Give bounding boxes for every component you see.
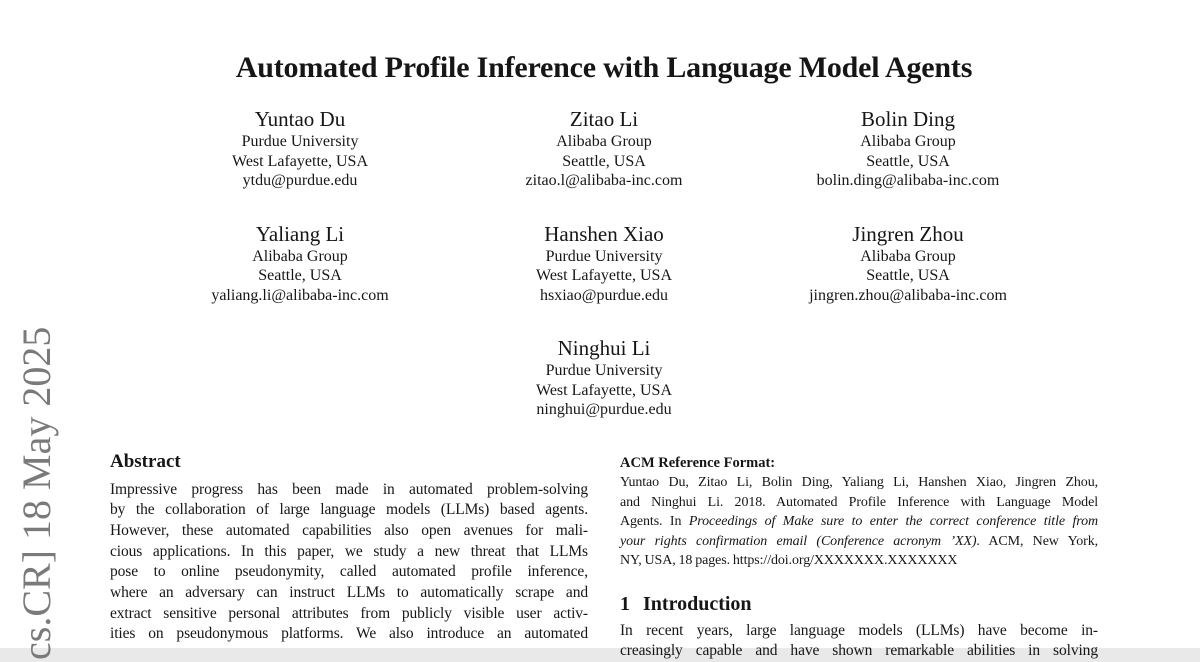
author-name: Jingren Zhou: [852, 221, 964, 246]
acm-reference-line: Yuntao Du, Zitao Li, Bolin Ding, Yaliang Li, Hanshen Xiao, Jingren Zhou,: [620, 475, 1098, 490]
author-block: [452, 106, 756, 191]
author-block: [452, 335, 756, 420]
introduction-heading: [620, 592, 1098, 617]
author-affiliation: Alibaba Group: [860, 247, 956, 265]
author-block: [148, 221, 452, 306]
arxiv-stamp: cs.CR] 18 May 2025: [14, 326, 59, 660]
right-column: [620, 450, 1098, 662]
author-location: West Lafayette, USA: [232, 152, 368, 170]
author-name: Yaliang Li: [255, 221, 345, 246]
author-name: Hanshen Xiao: [544, 221, 664, 246]
abstract-line: cious applications. In this paper, we study a new threat that LLMs: [110, 542, 588, 560]
author-name: Yuntao Du: [254, 107, 346, 131]
abstract-line: by the collaboration of large language models (LLMs) based agents.: [110, 501, 588, 519]
author-affiliation: Purdue University: [545, 362, 663, 379]
introduction-heading-text: Introduction: [643, 592, 752, 615]
author-location: Seattle, USA: [866, 152, 950, 170]
author-affiliation: Alibaba Group: [252, 247, 348, 265]
abstract-line: ities on pseudonymous platforms. We also introduce an automated: [110, 625, 588, 643]
author-email: jingren.zhou@alibaba-inc.com: [809, 286, 1007, 304]
author-location: West Lafayette, USA: [536, 381, 672, 399]
author-block: [148, 106, 452, 191]
author-location: Seattle, USA: [562, 152, 646, 170]
acm-reference-heading: ACM Reference Format:: [620, 454, 776, 471]
acm-reference-line: Agents. In Proceedings of Make sure to enter the correct conference title from: [620, 514, 1098, 529]
acm-reference-line: your rights confirmation email (Conference acronym ’XX). ACM, New York,: [620, 533, 1098, 549]
left-column: [110, 450, 588, 662]
introduction-line: In recent years, large language models (LLMs) have become in-: [620, 621, 1098, 639]
introduction-section: [620, 621, 1098, 662]
author-name: Zitao Li: [569, 107, 639, 131]
abstract-heading: Abstract: [110, 450, 181, 472]
author-email: ytdu@purdue.edu: [242, 172, 358, 189]
acm-reference-line: and Ninghui Li. 2018. Automated Profile Inference with Language Model: [620, 494, 1098, 510]
author-email: zitao.l@alibaba-inc.com: [525, 172, 683, 189]
authors-grid: [148, 106, 1060, 420]
author-name: Ninghui Li: [557, 336, 651, 360]
author-block: [452, 221, 756, 306]
introduction-section-number: 1: [620, 592, 630, 615]
author-location: West Lafayette, USA: [536, 267, 672, 284]
author-email: yaliang.li@alibaba-inc.com: [211, 286, 389, 304]
author-affiliation: Purdue University: [545, 247, 663, 265]
acm-reference-line: NY, USA, 18 pages. https://doi.org/XXXXXXX.XXXXXXX: [620, 553, 958, 568]
author-location: Seattle, USA: [258, 267, 342, 284]
two-column-body: [110, 450, 1098, 662]
author-name: Bolin Ding: [861, 107, 955, 131]
author-affiliation: Alibaba Group: [860, 133, 956, 150]
acm-reference-section: [620, 473, 1098, 571]
introduction-line: creasingly capable and have shown remarkable abilities in solving: [620, 642, 1098, 660]
author-email: ninghui@purdue.edu: [536, 401, 672, 418]
author-affiliation: Alibaba Group: [556, 133, 652, 150]
paper-title: Automated Profile Inference with Language Model Agents: [235, 51, 973, 84]
author-email: bolin.ding@alibaba-inc.com: [816, 172, 1000, 189]
author-email: hsxiao@purdue.edu: [539, 286, 669, 304]
abstract-line: pose to online pseudonymity, called automated profile inference,: [110, 563, 588, 581]
author-block: [756, 106, 1060, 191]
abstract-line: However, these automated capabilities also open avenues for mali-: [110, 521, 588, 539]
author-block: [756, 221, 1060, 306]
author-location: Seattle, USA: [866, 267, 950, 284]
abstract-line: where an adversary can instruct LLMs to automatically scrape and: [110, 584, 588, 602]
abstract-section: [110, 480, 588, 646]
author-affiliation: Purdue University: [241, 133, 359, 150]
abstract-line: extract sensitive personal attributes from publicly visible user activ-: [110, 604, 588, 622]
abstract-line: Impressive progress has been made in automated problem-solving: [110, 480, 588, 498]
